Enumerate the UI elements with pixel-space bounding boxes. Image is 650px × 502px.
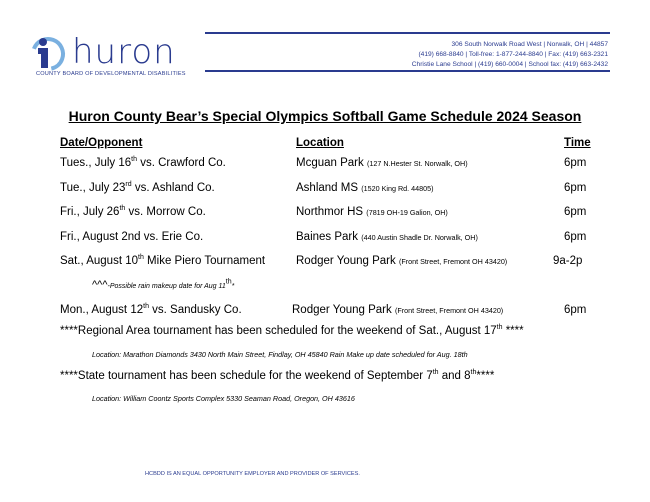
- game-location: Ashland MS (1520 King Rd. 44805): [296, 182, 434, 194]
- game-location: Northmor HS (7819 OH-19 Galion, OH): [296, 206, 448, 218]
- header-location: Location: [296, 137, 344, 149]
- game-location: Mcguan Park (127 N.Hester St. Norwalk, OH): [296, 157, 468, 169]
- game-date-opponent: Sat., August 10th Mike Piero Tournament: [60, 254, 266, 267]
- game-time: 9a-2p: [553, 255, 583, 267]
- game-date-opponent: Mon., August 12th vs. Sandusky Co.: [60, 303, 242, 316]
- game-location: Rodger Young Park (Front Street, Fremont OH 43420): [296, 255, 508, 267]
- contact-address: 306 South Norwalk Road West | Norwalk, OH | 44857: [451, 41, 608, 48]
- game-date-opponent: Tue., July 23rd vs. Ashland Co.: [60, 181, 215, 194]
- game-date-opponent: Fri., August 2nd vs. Erie Co.: [60, 231, 204, 243]
- rain-makeup-note: ^^^-Possible rain makeup date for Aug 11th*: [92, 278, 235, 291]
- regional-location: Location: Marathon Diamonds 3430 North Main Street, Findlay, OH 45840 Rain Make up date scheduled for Aug. 18th: [92, 350, 468, 359]
- game-row: [0, 182, 650, 200]
- regional-tournament-notice: ****Regional Area tournament has been scheduled for the weekend of Sat., August 17th ****: [60, 324, 524, 337]
- game-location: Baines Park (440 Austin Shadle Dr. Norwalk, OH): [296, 231, 478, 243]
- logo-wordmark: huron: [72, 32, 176, 72]
- contact-phones: (419) 668-8840 | Toll-free: 1-877-244-8840 | Fax: (419) 663-2321: [418, 51, 608, 58]
- game-time: 6pm: [564, 231, 587, 243]
- logo-subtitle: COUNTY BOARD OF DEVELOPMENTAL DISABILITIES: [36, 71, 186, 77]
- logo-figure-icon: [28, 30, 72, 74]
- game-row: [0, 206, 650, 224]
- game-time: 6pm: [564, 206, 587, 218]
- game-row: [0, 255, 650, 273]
- header-date-opponent: Date/Opponent: [60, 137, 143, 149]
- game-date-opponent: Fri., July 26th vs. Morrow Co.: [60, 205, 206, 218]
- game-row: [0, 157, 650, 175]
- document-title: Huron County Bear’s Special Olympics Softball Game Schedule 2024 Season: [68, 108, 582, 124]
- letterhead-rule-bottom: [205, 70, 610, 72]
- huron-logo: [28, 30, 198, 82]
- game-time: 6pm: [564, 182, 587, 194]
- letterhead-rule-top: [205, 32, 610, 34]
- game-row: [0, 304, 650, 322]
- contact-school: Christie Lane School | (419) 660-0004 | School fax: (419) 663-2432: [411, 61, 608, 68]
- game-time: 6pm: [564, 304, 587, 316]
- header-time: Time: [564, 137, 591, 149]
- game-time: 6pm: [564, 157, 587, 169]
- game-location: Rodger Young Park (Front Street, Fremont OH 43420): [292, 304, 504, 316]
- state-tournament-notice: ****State tournament has been schedule for the weekend of September 7th and 8th****: [60, 369, 495, 382]
- game-date-opponent: Tues., July 16th vs. Crawford Co.: [60, 156, 226, 169]
- state-location: Location: William Coontz Sports Complex 5330 Seaman Road, Oregon, OH 43616: [92, 394, 355, 403]
- game-row: [0, 231, 650, 249]
- eeo-footer: HCBDD IS AN EQUAL OPPORTUNITY EMPLOYER AND PROVIDER OF SERVICES.: [145, 471, 360, 477]
